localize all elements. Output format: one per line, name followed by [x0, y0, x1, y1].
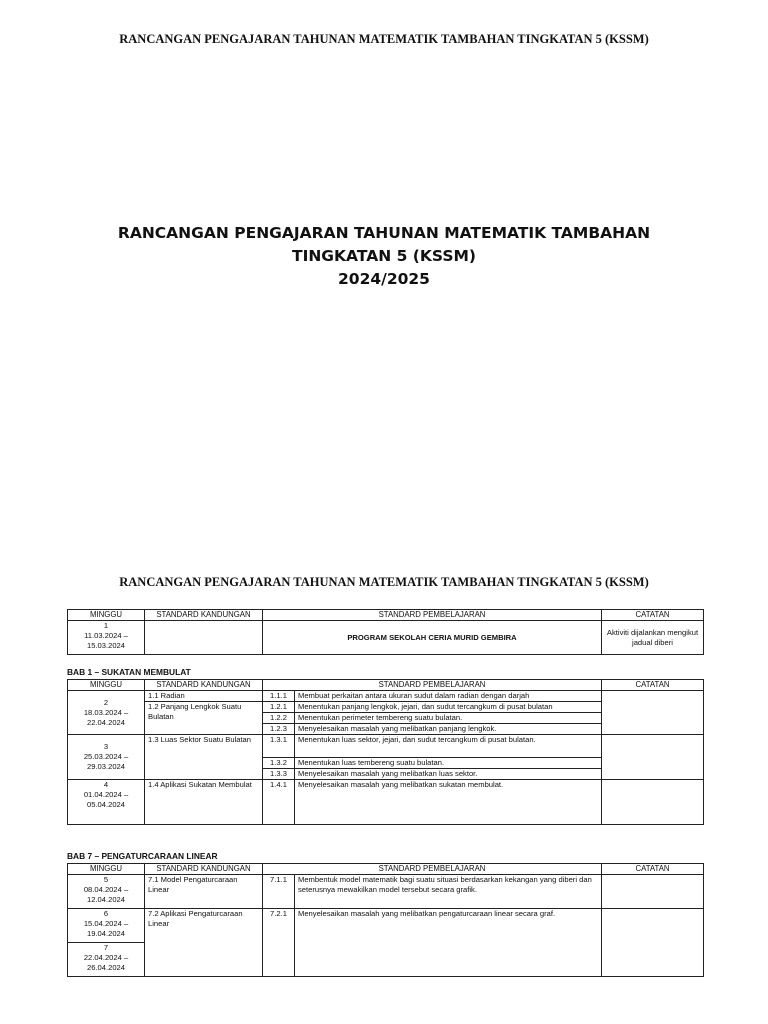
program-cell: PROGRAM SEKOLAH CERIA MURID GEMBIRA: [263, 621, 602, 655]
week-cell: 3 25.03.2024 – 29.03.2024: [68, 735, 145, 780]
page-header-title: RANCANGAN PENGAJARAN TAHUNAN MATEMATIK TAMBAHAN TINGKATAN 5 (KSSM): [119, 32, 649, 46]
sk-cell: 7.1 Model Pengaturcaraan Linear: [145, 875, 263, 909]
catatan-cell: [602, 735, 704, 780]
sk-cell: 1.1 Radian: [145, 691, 263, 702]
sp-text: Menentukan panjang lengkok, jejari, dan sudut tercangkum di pusat bulatan: [295, 702, 602, 713]
sp-code: 1.1.1: [263, 691, 295, 702]
cover-title-line2: TINGKATAN 5 (KSSM): [292, 247, 476, 265]
sp-text: Membentuk model matematik bagi suatu situasi berdasarkan kekangan yang diberi dan seterusnya mewakilkan model tersebut secara grafik.: [295, 875, 602, 909]
sp-code: 1.3.3: [263, 769, 295, 780]
sk-cell: 1.3 Luas Sektor Suatu Bulatan: [145, 735, 263, 780]
sp-code: 1.2.3: [263, 724, 295, 735]
cover-title-line1: RANCANGAN PENGAJARAN TAHUNAN MATEMATIK TAMBAHAN: [117, 224, 651, 242]
col-standard-kandungan: STANDARD KANDUNGAN: [145, 864, 263, 875]
section-title: RANCANGAN PENGAJARAN TAHUNAN MATEMATIK TAMBAHAN TINGKATAN 5 (KSSM): [119, 575, 649, 589]
col-catatan: CATATAN: [602, 680, 704, 691]
col-minggu: MINGGU: [68, 864, 145, 875]
sk-cell: 1.2 Panjang Lengkok Suatu Bulatan: [145, 702, 263, 735]
col-minggu: MINGGU: [68, 610, 145, 621]
week1-table: [67, 609, 704, 655]
sp-code: 1.3.2: [263, 758, 295, 769]
sp-code: 1.3.1: [263, 735, 295, 758]
col-standard-pembelajaran: STANDARD PEMBELAJARAN: [263, 864, 602, 875]
week-cell: 5 08.04.2024 – 12.04.2024: [68, 875, 145, 909]
catatan-cell: [602, 909, 704, 977]
catatan-cell: [602, 780, 704, 825]
col-standard-pembelajaran: STANDARD PEMBELAJARAN: [263, 610, 602, 621]
sk-cell: [145, 621, 263, 655]
bab1-table: [67, 679, 704, 825]
week-cell: 1 11.03.2024 – 15.03.2024: [68, 621, 145, 655]
sk-cell: 1.4 Aplikasi Sukatan Membulat: [145, 780, 263, 825]
catatan-cell: [602, 875, 704, 909]
sp-code: 1.2.2: [263, 713, 295, 724]
col-catatan: CATATAN: [602, 610, 704, 621]
week-cell: 2 18.03.2024 – 22.04.2024: [68, 691, 145, 735]
sp-text: Menentukan luas sektor, jejari, dan sudut tercangkum di pusat bulatan.: [295, 735, 602, 758]
col-standard-kandungan: STANDARD KANDUNGAN: [145, 610, 263, 621]
week-cell: 7 22.04.2024 – 26.04.2024: [68, 943, 145, 977]
sp-code: 1.4.1: [263, 780, 295, 825]
week-cell: 4 01.04.2024 – 05.04.2024: [68, 780, 145, 825]
catatan-cell: [602, 691, 704, 735]
sp-text: Menyelesaikan masalah yang melibatkan luas sektor.: [295, 769, 602, 780]
col-standard-kandungan: STANDARD KANDUNGAN: [145, 680, 263, 691]
sp-text: Menentukan perimeter tembereng suatu bulatan.: [295, 713, 602, 724]
sp-code: 7.1.1: [263, 875, 295, 909]
week-cell: 6 15.04.2024 – 19.04.2024: [68, 909, 145, 943]
sp-text: Menyelesaikan masalah yang melibatkan sukatan membulat.: [295, 780, 602, 825]
sp-code: 1.2.1: [263, 702, 295, 713]
bab7-title: BAB 7 – PENGATURCARAAN LINEAR: [67, 851, 218, 861]
bab1-title: BAB 1 – SUKATAN MEMBULAT: [67, 667, 191, 677]
col-minggu: MINGGU: [68, 680, 145, 691]
sp-text: Menyelesaikan masalah yang melibatkan panjang lengkok.: [295, 724, 602, 735]
cover-title-year: 2024/2025: [338, 270, 430, 288]
sp-text: Menentukan luas tembereng suatu bulatan.: [295, 758, 602, 769]
col-standard-pembelajaran: STANDARD PEMBELAJARAN: [263, 680, 602, 691]
col-catatan: CATATAN: [602, 864, 704, 875]
sp-text: Membuat perkaitan antara ukuran sudut dalam radian dengan darjah: [295, 691, 602, 702]
note-cell: Aktiviti dijalankan mengikut jadual diberi: [602, 621, 704, 655]
bab7-table: [67, 863, 704, 977]
cover-title: [0, 222, 768, 291]
sp-text: Menyelesaikan masalah yang melibatkan pengaturcaraan linear secara graf.: [295, 909, 602, 977]
sk-cell: 7.2 Aplikasi Pengaturcaraan Linear: [145, 909, 263, 977]
sp-code: 7.2.1: [263, 909, 295, 977]
